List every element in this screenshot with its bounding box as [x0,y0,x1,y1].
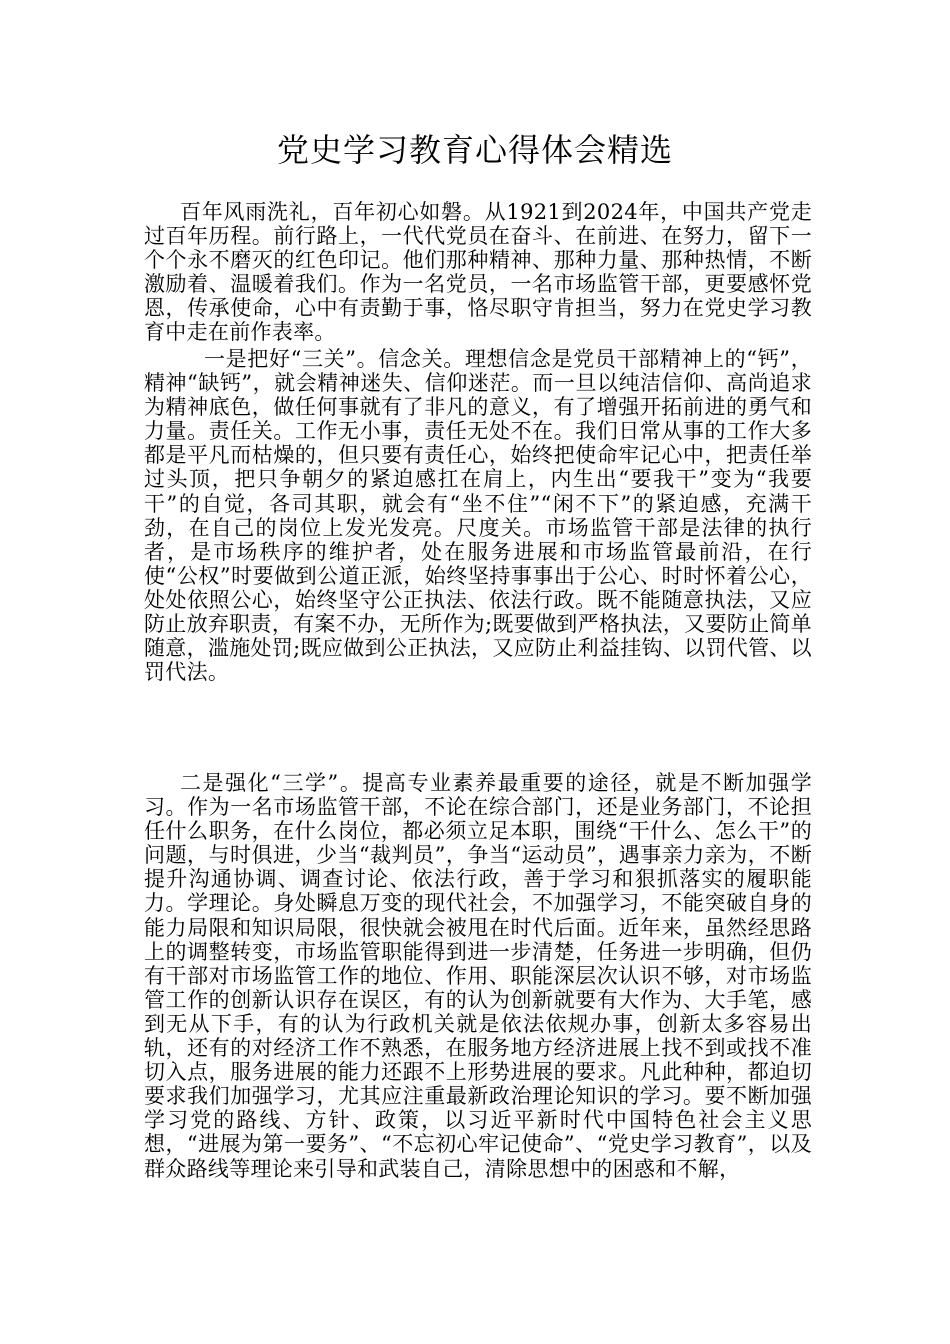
paragraph-three-checks: 一是把好“三关”。信念关。理想信念是党员干部精神上的“钙”，精神“缺钙”，就会精神迷失、信仰迷茫。而一旦以纯洁信仰、高尚追求为精神底色，做任何事就有了非凡的意义，有了增强开拓前进的勇气和力量。责任关。工作无小事，责任无处不在。我们日常从事的工作大多都是平凡而枯燥的，但只要有责任心，始终把使命牢记心中，把责任举过头顶，把只争朝夕的紧迫感扛在肩上，内生出“要我干”变为“我要干”的自觉，各司其职，就会有“坐不住”“闲不下”的紧迫感，充满干劲，在自己的岗位上发光发亮。尺度关。市场监管干部是法律的执行者，是市场秩序的维护者，处在服务进展和市场监管最前沿，在行使“公权”时要做到公道正派，始终坚持事事出于公心、时时怀着公心，处处依照公心，始终坚守公正执法、依法行政。既不能随意执法，又应防止放弃职责，有案不办，无所作为;既要做到严格执法，又要防止简单随意，滥施处罚;既应做到公正执法，又应防止利益挂钩、以罚代管、以罚代法。 [144,347,812,685]
paragraph-intro: 百年风雨洗礼，百年初心如磐。从1921到2024年，中国共产党走过百年历程。前行路上，一代代党员在奋斗、在前进、在努力，留下一个个永不磨灭的红色印记。他们那种精神、那种力量、那种热情，不断激励着、温暖着我们。作为一名党员，一名市场监管干部，更要感怀党恩，传承使命，心中有责勤于事，恪尽职守肯担当，努力在党史学习教育中走在前作表率。 [144,200,812,345]
document-title: 党史学习教育心得体会精选 [276,131,673,169]
paragraph-three-studies: 二是强化“三学”。提高专业素养最重要的途径，就是不断加强学习。作为一名市场监管干部，不论在综合部门，还是业务部门，不论担任什么职务，在什么岗位，都必须立足本职，围绕“干什么、怎么干”的问题，与时俱进，少当“裁判员”，争当“运动员”，遇事亲力亲为，不断提升沟通协调、调查讨论、依法行政，善于学习和狠抓落实的履职能力。学理论。身处瞬息万变的现代社会，不加强学习，不能突破自身的能力局限和知识局限，很快就会被甩在时代后面。近年来，虽然经思路上的调整转变，市场监管职能得到进一步清楚，任务进一步明确，但仍有干部对市场监管工作的地位、作用、职能深层次认识不够，对市场监管工作的创新认识存在误区，有的认为创新就要有大作为、大手笔，感到无从下手，有的认为行政机关就是依法依规办事，创新太多容易出轨，还有的对经济工作不熟悉，在服务地方经济进展上找不到或找不准切入点，服务进展的能力还跟不上形势进展的要求。凡此种种，都迫切要求我们加强学习，尤其应注重最新政治理论知识的学习。要不断加强学习党的路线、方针、政策，以习近平新时代中国特色社会主义思想，“进展为第一要务”、“不忘初心牢记使命”、“党史学习教育”，以及群众路线等理论来引导和武装自己，清除思想中的困惑和不解， [144,771,812,1181]
